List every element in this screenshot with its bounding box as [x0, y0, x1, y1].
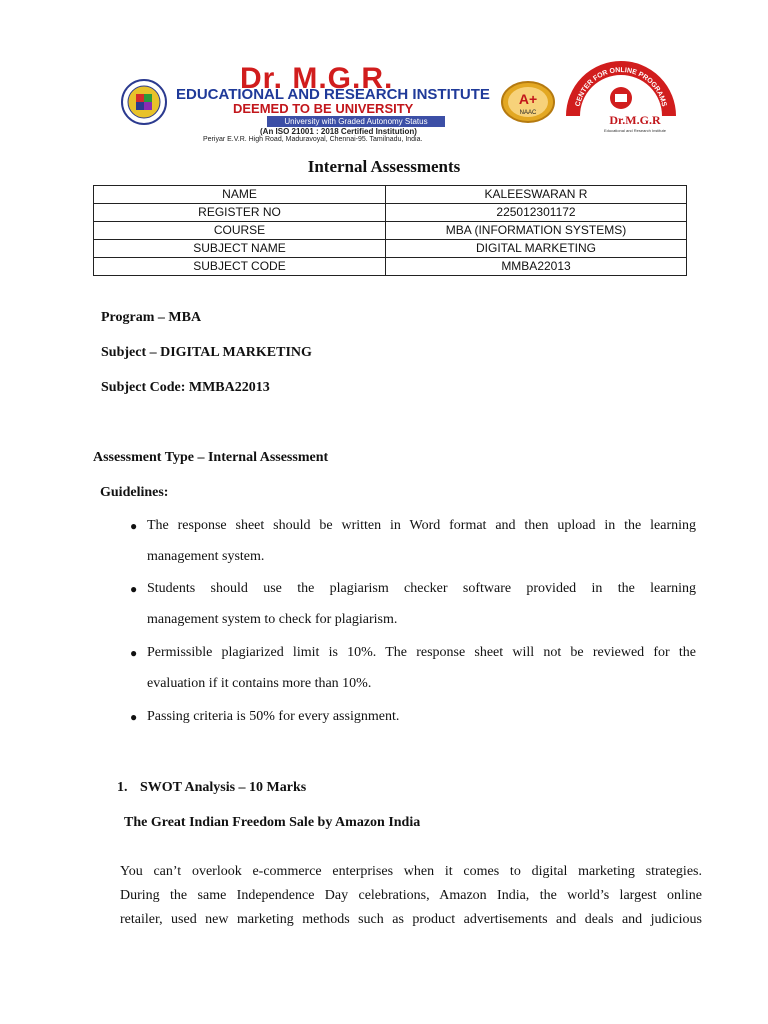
seal-sub: Educational and Research Institute	[603, 128, 667, 133]
guideline-line: Permissible plagiarized limit is 10%. The response sheet will not be reviewed for the	[147, 645, 696, 660]
table-key: SUBJECT NAME	[94, 240, 386, 258]
question-subtitle: The Great Indian Freedom Sale by Amazon India	[124, 815, 421, 830]
guideline-line: The response sheet should be written in Word format and then upload in the learning	[147, 518, 696, 533]
table-key: NAME	[94, 186, 386, 204]
guideline-line: management system.	[147, 549, 265, 564]
paragraph-line: retailer, used new marketing methods such as product advertisements and deals and judicious	[120, 912, 702, 927]
question-paragraph	[120, 864, 702, 928]
guideline-line: Passing criteria is 50% for every assignment.	[147, 709, 400, 724]
iso-certification: (An ISO 21001 : 2018 Certified Institution)	[260, 127, 417, 136]
bullet-icon: ●	[130, 710, 138, 724]
seal-arc-text: CENTER FOR ONLINE PROGRAMS	[574, 66, 668, 108]
table-value: MBA (INFORMATION SYSTEMS)	[386, 222, 687, 240]
bullet-icon: ●	[130, 519, 138, 533]
table-value: 225012301172	[386, 204, 687, 222]
table-value: DIGITAL MARKETING	[386, 240, 687, 258]
institute-header	[120, 60, 680, 143]
institute-address: Periyar E.V.R. High Road, Maduravoyal, Chennai-95. Tamilnadu, India.	[203, 136, 423, 143]
autonomy-status: University with Graded Autonomy Status	[267, 116, 445, 127]
student-info-table	[93, 185, 687, 276]
guidelines-heading: Guidelines:	[100, 485, 169, 500]
table-row	[94, 222, 687, 240]
table-key: REGISTER NO	[94, 204, 386, 222]
deemed-university: DEEMED TO BE UNIVERSITY	[233, 101, 414, 116]
table-value: MMBA22013	[386, 258, 687, 276]
program-line: Program – MBA	[101, 310, 202, 325]
bullet-icon: ●	[130, 646, 138, 660]
naac-grade: A+	[518, 91, 538, 107]
brand-title: Dr. M.G.R.	[240, 62, 394, 95]
institute-name: EDUCATIONAL AND RESEARCH INSTITUTE	[176, 86, 490, 103]
bullet-icon: ●	[130, 582, 138, 596]
table-key: COURSE	[94, 222, 386, 240]
table-row	[94, 258, 687, 276]
paragraph-line: During the same Independence Day celebrations, Amazon India, the world’s largest online	[120, 888, 702, 903]
table-row	[94, 240, 687, 258]
assessment-type: Assessment Type – Internal Assessment	[93, 450, 329, 465]
page-title: Internal Assessments	[307, 157, 461, 176]
university-emblem-icon	[120, 78, 168, 126]
table-row	[94, 186, 687, 204]
seal-brand: Dr.M.G.R	[609, 113, 661, 127]
online-programs-seal-icon	[565, 60, 677, 140]
paragraph-line: You can’t overlook e-commerce enterprises when it comes to digital marketing strategies.	[120, 864, 702, 879]
question-number: 1.	[117, 780, 128, 795]
guideline-item	[147, 581, 696, 597]
subject-code-line: Subject Code: MMBA22013	[101, 380, 270, 395]
guideline-line: evaluation if it contains more than 10%.	[147, 676, 372, 691]
table-row	[94, 204, 687, 222]
guideline-line: management system to check for plagiarism.	[147, 612, 398, 627]
guideline-item	[147, 645, 696, 661]
naac-badge-icon	[500, 80, 556, 124]
question-title: SWOT Analysis – 10 Marks	[140, 780, 307, 795]
guideline-line: Students should use the plagiarism checker software provided in the learning	[147, 581, 696, 596]
table-value: KALEESWARAN R	[386, 186, 687, 204]
naac-label: NAAC	[519, 110, 537, 116]
guideline-item	[147, 518, 696, 534]
table-key: SUBJECT CODE	[94, 258, 386, 276]
subject-line: Subject – DIGITAL MARKETING	[101, 345, 312, 360]
